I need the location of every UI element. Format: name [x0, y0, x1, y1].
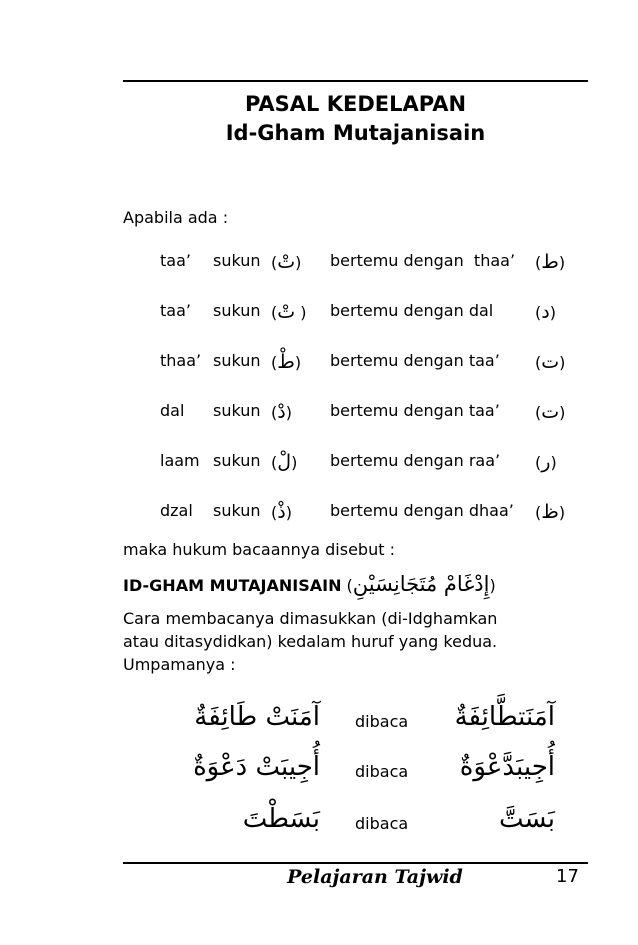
example-original: أُجِيبَتْ دَعْوَةٌ — [193, 752, 320, 782]
rule-arabic-target: (ت) — [535, 401, 566, 423]
rule-letter: dzal — [160, 501, 193, 520]
example-result: بَسَتَّ — [499, 804, 555, 834]
rule-sukun: sukun — [213, 301, 261, 320]
rule-arabic-target: (ظ) — [535, 501, 566, 523]
rule-row — [0, 301, 638, 327]
rule-letter: taa’ — [160, 251, 191, 270]
rule-arabic-target: (د) — [535, 301, 556, 323]
rule-bertemu: bertemu dengan dhaa’ — [330, 501, 514, 520]
bottom-divider — [123, 862, 588, 864]
explanation-line: Cara membacanya dimasukkan (di-Idghamkan — [123, 609, 498, 628]
rule-sukun: sukun — [213, 501, 261, 520]
rule-arabic-sukun: (تْ ) — [271, 301, 307, 323]
rule-sukun: sukun — [213, 251, 261, 270]
rule-row — [0, 501, 638, 527]
explanation-line: Umpamanya : — [123, 655, 236, 674]
rule-row — [0, 251, 638, 277]
rule-row — [0, 351, 638, 377]
rule-row — [0, 451, 638, 477]
term-label: ID-GHAM MUTAJANISAIN — [123, 576, 342, 595]
rule-arabic-target: (ط) — [535, 251, 566, 273]
rule-letter: dal — [160, 401, 185, 420]
term-arabic: إِدْغَامْ مُتَجَانِسَيْنِ — [352, 572, 490, 596]
example-original: بَسَطْتَ — [242, 804, 320, 834]
rule-arabic-sukun: (دْ) — [271, 401, 292, 423]
rule-arabic-target: (ر) — [535, 451, 557, 473]
rule-letter: laam — [160, 451, 200, 470]
example-dibaca: dibaca — [355, 762, 409, 781]
rule-sukun: sukun — [213, 451, 261, 470]
chapter-title: PASAL KEDELAPAN — [244, 92, 467, 116]
example-row — [0, 752, 638, 792]
conclusion-text: maka hukum bacaannya disebut : — [123, 540, 395, 559]
rule-letter: taa’ — [160, 301, 191, 320]
rule-letter: thaa’ — [160, 351, 202, 370]
rule-arabic-target: (ت) — [535, 351, 566, 373]
footer-book-title: Pelajaran Tajwid — [287, 866, 463, 888]
top-divider — [123, 80, 588, 82]
rule-sukun: sukun — [213, 351, 261, 370]
intro-text: Apabila ada : — [123, 208, 229, 227]
chapter-subtitle: Id-Gham Mutajanisain — [225, 121, 486, 145]
rule-arabic-sukun: (طْ) — [271, 351, 302, 373]
rule-bertemu: bertemu dengan raa’ — [330, 451, 501, 470]
rule-bertemu: bertemu dengan taa’ — [330, 351, 500, 370]
rule-row — [0, 401, 638, 427]
explanation-line: atau ditasydidkan) kedalam huruf yang kedua. — [123, 632, 498, 651]
term-line: ID-GHAM MUTAJANISAIN (إِدْغَامْ مُتَجَانِسَيْنِ) — [123, 572, 496, 596]
example-dibaca: dibaca — [355, 814, 409, 833]
example-row — [0, 804, 638, 844]
page-number: 17 — [556, 866, 579, 887]
rule-arabic-sukun: (ذْ) — [271, 501, 292, 523]
example-row — [0, 702, 638, 742]
rule-bertemu: bertemu dengan thaa’ — [330, 251, 516, 270]
rule-bertemu: bertemu dengan taa’ — [330, 401, 500, 420]
rule-arabic-sukun: (تْ) — [271, 251, 302, 273]
example-original: آمَنَتْ طَائِفَةٌ — [194, 702, 320, 732]
rule-bertemu: bertemu dengan dal — [330, 301, 494, 320]
example-result: آمَنَتطَّائِفَةٌ — [454, 702, 555, 732]
rule-sukun: sukun — [213, 401, 261, 420]
example-dibaca: dibaca — [355, 712, 409, 731]
example-result: أُجِيبَدَّعْوَةٌ — [459, 752, 555, 782]
rule-arabic-sukun: (لْ) — [271, 451, 298, 473]
